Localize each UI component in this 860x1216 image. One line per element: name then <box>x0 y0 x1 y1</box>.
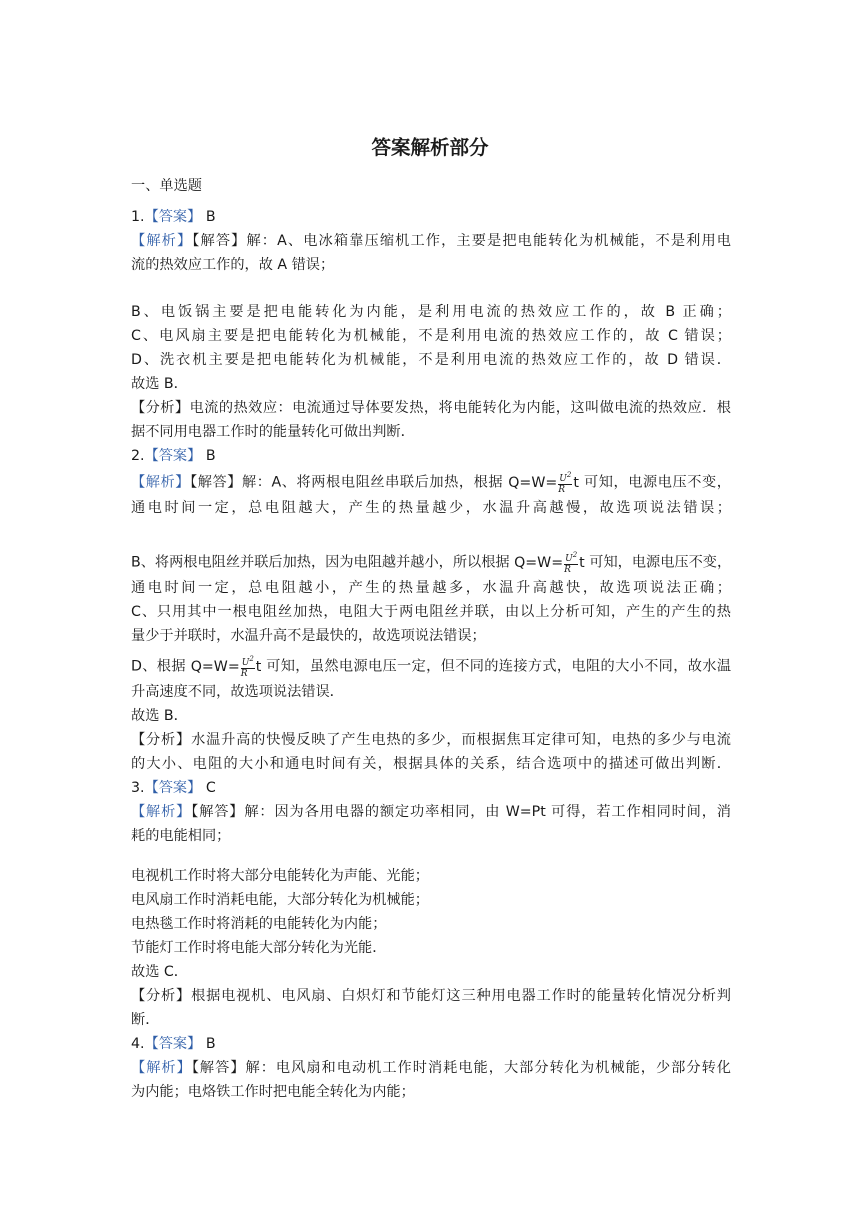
q3-analysis-line-2: 耗的电能相同； <box>131 828 231 844</box>
answer-tag: 【答案】 <box>144 448 202 464</box>
q1-option-d: D、洗衣机主要是把电能转化为机械能，不是利用电流的热效应工作的，故 D 错误． <box>131 352 731 368</box>
q1-answer-line: 1.【答案】 B <box>131 209 216 225</box>
q2-answer: B <box>201 448 216 464</box>
answer-tag: 【答案】 <box>144 209 202 225</box>
q2-option-d-line-2: 升高速度不同，故选项说法错误． <box>131 684 344 700</box>
q3-line-blanket: 电热毯工作时将消耗的电能转化为内能； <box>131 916 387 932</box>
q2-fenxi-line-2: 的大小、电阻的大小和通电时间有关，根据具体的关系，结合选项中的描述可做出判断． <box>131 756 731 772</box>
q1-choice: 故选 B． <box>131 376 188 392</box>
q1-option-c: C、电风扇主要是把电能转化为机械能，不是利用电流的热效应工作的，故 C 错误； <box>131 328 731 344</box>
formula: Q=W= $\frac{U^2}{R}$ t <box>508 471 579 495</box>
q2-option-b-line-2: 通电时间一定，总电阻越小，产生的热量越多，水温升高越快，故选项说法正确； <box>131 580 731 596</box>
answer-tag: 【答案】 <box>144 1036 202 1052</box>
q2-choice: 故选 B． <box>131 708 188 724</box>
section-heading: 一、单选题 <box>131 178 202 194</box>
q1-analysis-line-2: 流的热效应工作的，故 A 错误； <box>131 257 335 273</box>
q2-fenxi-line-1: 【分析】水温升高的快慢反映了产生电热的多少，而根据焦耳定律可知，电热的多少与电流 <box>131 732 731 748</box>
q2-option-d-line-1: D、根据 Q=W= $\frac{U^2}{R}$ t 可知，虽然电源电压一定，但不同的连接方式，电阻的大小不同，故水温 <box>131 655 732 679</box>
q2-option-b-line-1: B、将两根电阻丝并联后加热，因为电阻越并越小，所以根据 Q=W= $\frac{U^2}{R}$ t 可知，电源电压不变， <box>131 551 732 575</box>
q4-answer-line: 4.【答案】 B <box>131 1036 216 1052</box>
q1-answer: B <box>201 209 216 225</box>
formula: Q=W= $\frac{U^2}{R}$ t <box>514 551 585 575</box>
q4-answer: B <box>201 1036 216 1052</box>
q2-analysis-line-2: 通电时间一定，总电阻越大，产生的热量越少，水温升高越慢，故选项说法错误； <box>131 500 731 516</box>
q1-fenxi-line-2: 据不同用电器工作时的能量转化可做出判断． <box>131 424 415 440</box>
q2-option-c-line-1: C、只用其中一根电阻丝加热，电阻大于两电阻丝并联，由以上分析可知，产生的产生的热 <box>131 604 731 620</box>
q2-option-c-line-2: 量少于并联时，水温升高不是最快的，故选项说法错误； <box>131 628 486 644</box>
q3-analysis-line-1: 【解析】【解答】解：因为各用电器的额定功率相同，由 W=Pt 可得，若工作相同时间，消 <box>131 804 731 820</box>
q4-analysis-line-2: 为内能；电烙铁工作时把电能全转化为内能； <box>131 1084 415 1100</box>
q3-line-fan: 电风扇工作时消耗电能，大部分转化为机械能； <box>131 892 429 908</box>
q3-line-lamp: 节能灯工作时将电能大部分转化为光能． <box>131 940 387 956</box>
q3-answer-line: 3.【答案】 C <box>131 780 216 796</box>
page-title: 答案解析部分 <box>371 136 489 159</box>
q3-fenxi-line-1: 【分析】根据电视机、电风扇、白炽灯和节能灯这三种用电器工作时的能量转化情况分析判 <box>131 988 731 1004</box>
q1-option-b: B、电饭锅主要是把电能转化为内能，是利用电流的热效应工作的，故 B 正确； <box>131 304 731 320</box>
q2-answer-line: 2.【答案】 B <box>131 448 216 464</box>
q3-fenxi-line-2: 断． <box>131 1012 160 1028</box>
q1-analysis-line-1: 【解析】【解答】解：A、电冰箱靠压缩机工作，主要是把电能转化为机械能，不是利用电 <box>131 233 731 249</box>
q3-choice: 故选 C． <box>131 964 188 980</box>
q2-analysis-line-1: 【解析】【解答】解：A、将两根电阻丝串联后加热，根据 Q=W= $\frac{U^2}{R}$ t 可知，电源电压不变， <box>131 471 731 495</box>
q3-line-tv: 电视机工作时将大部分电能转化为声能、光能； <box>131 868 429 884</box>
q3-answer: C <box>201 780 216 796</box>
q1-fenxi-line-1: 【分析】电流的热效应：电流通过导体要发热，将电能转化为内能，这叫做电流的热效应．根 <box>131 400 731 416</box>
q4-analysis-line-1: 【解析】【解答】解：电风扇和电动机工作时消耗电能，大部分转化为机械能，少部分转化 <box>131 1060 731 1076</box>
answer-tag: 【答案】 <box>144 780 202 796</box>
formula: Q=W= $\frac{U^2}{R}$ t <box>190 655 262 679</box>
